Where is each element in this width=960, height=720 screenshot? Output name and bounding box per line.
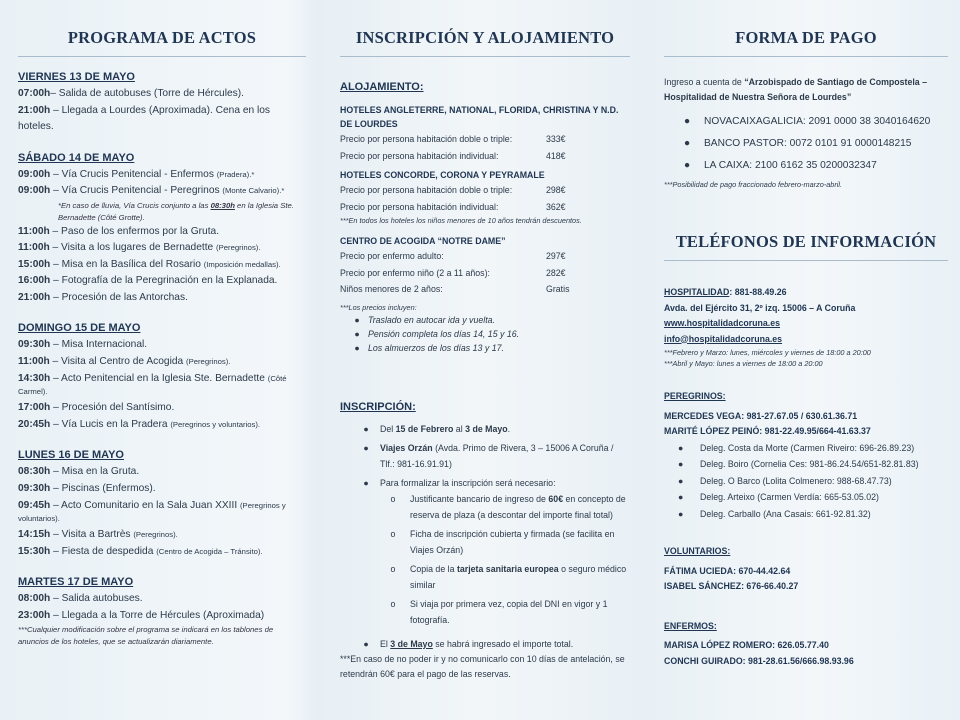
price-row: Precio por persona habitación individual: 362€: [340, 201, 566, 212]
divider: [664, 56, 948, 57]
payment-note: ***Posibilidad de pago fraccionado febrero-marzo-abril.: [664, 180, 843, 189]
insc-item: ● Viajes Orzán (Avda. Primo de Rivera, 3 – 15006 A Coruña / Tlf.: 981-16.91.91): [363, 442, 614, 469]
event: 09:30h – Piscinas (Enfermos).: [18, 482, 156, 494]
delegation: ● Deleg. Carballo (Ana Casais: 661-92.81.32): [678, 508, 871, 519]
price-row: Precio por enfermo niño (2 a 11 años): 282€: [340, 267, 566, 278]
day-heading: DOMINGO 15 DE MAYO: [18, 322, 141, 334]
event: 21:00h – Llegada a Lourdes (Aproximada). Cena en los hoteles.: [18, 104, 271, 132]
event: 09:45h – Acto Comunitario en la Sala Juan XXIII (Peregrinos y voluntarios).: [18, 500, 286, 523]
programa-title: PROGRAMA DE ACTOS: [67, 28, 257, 47]
enfermos-heading: ENFERMOS:: [664, 620, 717, 631]
hotel-group-1: HOTELES ANGLETERRE, NATIONAL, FLORIDA, CHRISTINA Y N.D. DE LOURDES: [340, 105, 619, 129]
includes-label: ***Los precios incluyen:: [340, 302, 417, 312]
include-item: ● Los almuerzos de los días 13 y 17.: [354, 342, 504, 353]
pago-title: FORMA DE PAGO: [735, 28, 877, 47]
event: 17:00h – Procesión del Santísimo.: [18, 402, 175, 413]
website-link[interactable]: www.hospitalidadcoruna.es: [664, 318, 781, 328]
delegation: ● Deleg. Costa da Morte (Carmen Riveiro: 696-26.89.23): [678, 442, 915, 453]
hospitalidad-address: Avda. del Ejército 31, 2º izq. 15006 – A Coruña: [664, 302, 856, 313]
price-row: Niños menores de 2 años: Gratis: [340, 284, 570, 294]
event: 11:00h – Visita a los lugares de Bernadette (Peregrinos).: [18, 242, 261, 253]
contact-line: ISABEL SÁNCHEZ: 676-66.40.27: [664, 581, 799, 591]
email-link[interactable]: info@hospitalidadcoruna.es: [664, 333, 783, 344]
event: 14:30h – Acto Penitencial en la Iglesia Ste. Bernadette (Côté Carmel).: [18, 373, 287, 396]
bank-account: ● BANCO PASTOR: 0072 0101 91 0000148215: [684, 138, 912, 149]
include-item: ● Traslado en autocar ida y vuelta.: [354, 314, 495, 325]
telefonos-title: TELÉFONOS DE INFORMACIÓN: [675, 232, 937, 251]
programa-column: [0, 0, 320, 720]
day-heading: MARTES 17 DE MAYO: [18, 576, 134, 588]
price-row: Precio por enfermo adulto: 297€: [340, 251, 566, 261]
inscripcion-title: INSCRIPCIÓN Y ALOJAMIENTO: [355, 28, 615, 47]
centro-acogida: CENTRO DE ACOGIDA “NOTRE DAME”: [340, 236, 506, 246]
event: 09:00h – Vía Crucis Penitencial - Peregrinos (Monte Calvario).*: [18, 185, 285, 196]
event: 08:00h – Salida autobuses.: [18, 593, 143, 604]
hotel-group-2: HOTELES CONCORDE, CORONA Y PEYRAMALE: [340, 170, 545, 180]
divider: [18, 56, 306, 57]
day-heading: LUNES 16 DE MAYO: [18, 449, 124, 461]
event: 21:00h – Procesión de las Antorchas.: [18, 291, 188, 303]
inscripcion-heading: INSCRIPCIÓN:: [340, 400, 416, 413]
event: 08:30h – Misa en la Gruta.: [18, 466, 140, 477]
delegation: ● Deleg. Arteixo (Carmen Verdía: 665-53.05.02): [678, 492, 879, 502]
event: 11:00h – Paso de los enfermos por la Gruta.: [18, 225, 220, 237]
event: 09:00h – Vía Crucis Penitencial - Enfermos (Pradera).*: [18, 168, 255, 180]
event: 07:00h – Salida de autobuses (Torre de Hércules).: [18, 88, 244, 99]
cancel-note: ***En caso de no poder ir y no comunicarlo con 10 días de antelación, se retendrán 60€ para el pago de las reservas.: [340, 653, 625, 679]
event: 20:45h – Vía Lucis en la Pradera (Peregrinos y voluntarios).: [18, 418, 261, 430]
children-note: ***En todos los hoteles los niños menores de 10 años tendrán descuentos.: [340, 216, 582, 225]
day-heading: VIERNES 13 DE MAYO: [18, 71, 135, 83]
price-row: Precio por persona habitación individual: 418€: [340, 150, 566, 161]
pago-column: [640, 0, 960, 720]
insc-item: ● El 3 de Mayo se habrá ingresado el importe total.: [363, 638, 574, 649]
voluntarios-heading: VOLUNTARIOS:: [664, 546, 731, 556]
event: 14:15h – Visita a Bartrès (Peregrinos).: [18, 529, 178, 540]
event: 15:00h – Misa en la Basílica del Rosario (Imposición medallas).: [18, 258, 281, 270]
event: 09:30h – Misa Internacional.: [18, 339, 148, 350]
insc-subitem: o Justificante bancario de ingreso de 60€ en concepto de reserva de plaza (a descontar del importe final total): [390, 493, 626, 520]
hospitalidad-line: HOSPITALIDAD: 881-88.49.26: [664, 287, 787, 297]
event: 15:30h – Fiesta de despedida (Centro de Acogida – Tránsito).: [18, 545, 263, 557]
inscripcion-column: [320, 0, 640, 720]
peregrinos-heading: PEREGRINOS:: [664, 391, 726, 401]
bank-account: ● NOVACAIXAGALICIA: 2091 0000 38 3040164620: [684, 116, 931, 127]
divider: [664, 260, 948, 261]
event: 16:00h – Fotografía de la Peregrinación en la Explanada.: [18, 275, 278, 286]
divider: [340, 56, 630, 57]
alojamiento-heading: ALOJAMIENTO:: [340, 81, 424, 93]
price-row: Precio por persona habitación doble o triple: 333€: [340, 134, 566, 144]
insc-subitem: o Copia de la tarjeta sanitaria europea o seguro médico similar: [390, 563, 627, 590]
contact-line: CONCHI GUIRADO: 981-28.61.56/666.98.93.96: [664, 655, 854, 666]
event: 23:00h – Llegada a la Torre de Hércules (Aproximada): [18, 609, 265, 621]
contact-line: MARITÉ LÓPEZ PEINÓ: 981-22.49.95/664-41.63.37: [664, 426, 871, 436]
insc-subitem: o Ficha de inscripción cubierta y firmada (se facilita en Viajes Orzán): [390, 528, 615, 555]
contact-line: MERCEDES VEGA: 981-27.67.05 / 630.61.36.71: [664, 410, 858, 421]
delegation: ● Deleg. O Barco (Lolita Colmenero: 988-68.47.73): [678, 475, 892, 486]
price-row: Precio por persona habitación doble o triple: 298€: [340, 185, 566, 195]
hours-note: ***Febrero y Marzo: lunes, miércoles y viernes de 18:00 a 20:00: [664, 348, 871, 357]
delegation: ● Deleg. Boiro (Cornelia Ces: 981-86.24.54/651-82.81.83): [678, 459, 919, 469]
event: 11:00h – Visita al Centro de Acogida (Peregrinos).: [18, 355, 231, 367]
rain-note: *En caso de lluvia, Vía Crucis conjunto a las 08:30h en la Iglesia Ste. Bernadette (Côté Grotte).: [58, 200, 294, 222]
insc-item: ● Para formalizar la inscripción será necesario:: [363, 477, 556, 488]
contact-line: MARISA LÓPEZ ROMERO: 626.05.77.40: [664, 640, 829, 650]
include-item: ● Pensión completa los días 14, 15 y 16.: [354, 328, 520, 339]
day-heading: SÁBADO 14 DE MAYO: [18, 151, 135, 164]
hours-note: ***Abril y Mayo: lunes a viernes de 18:00 a 20:00: [664, 359, 823, 368]
program-footnote: ***Cualquier modificación sobre el programa se indicará en los tablones de anuncios de los hoteles, que se actualizarán diariamente.: [18, 625, 274, 646]
contact-line: FÁTIMA UCIEDA: 670-44.42.64: [664, 565, 791, 576]
bank-account: ● LA CAIXA: 2100 6162 35 0200032347: [684, 160, 877, 171]
insc-subitem: o Si viaja por primera vez, copia del DNI en vigor y 1 fotografía.: [390, 598, 608, 625]
account-intro: Ingreso a cuenta de “Arzobispado de Santiago de Compostela – Hospitalidad de Nuestra Señora de Lourdes”: [664, 77, 928, 102]
insc-item: ● Del 15 de Febrero al 3 de Mayo.: [363, 423, 511, 434]
